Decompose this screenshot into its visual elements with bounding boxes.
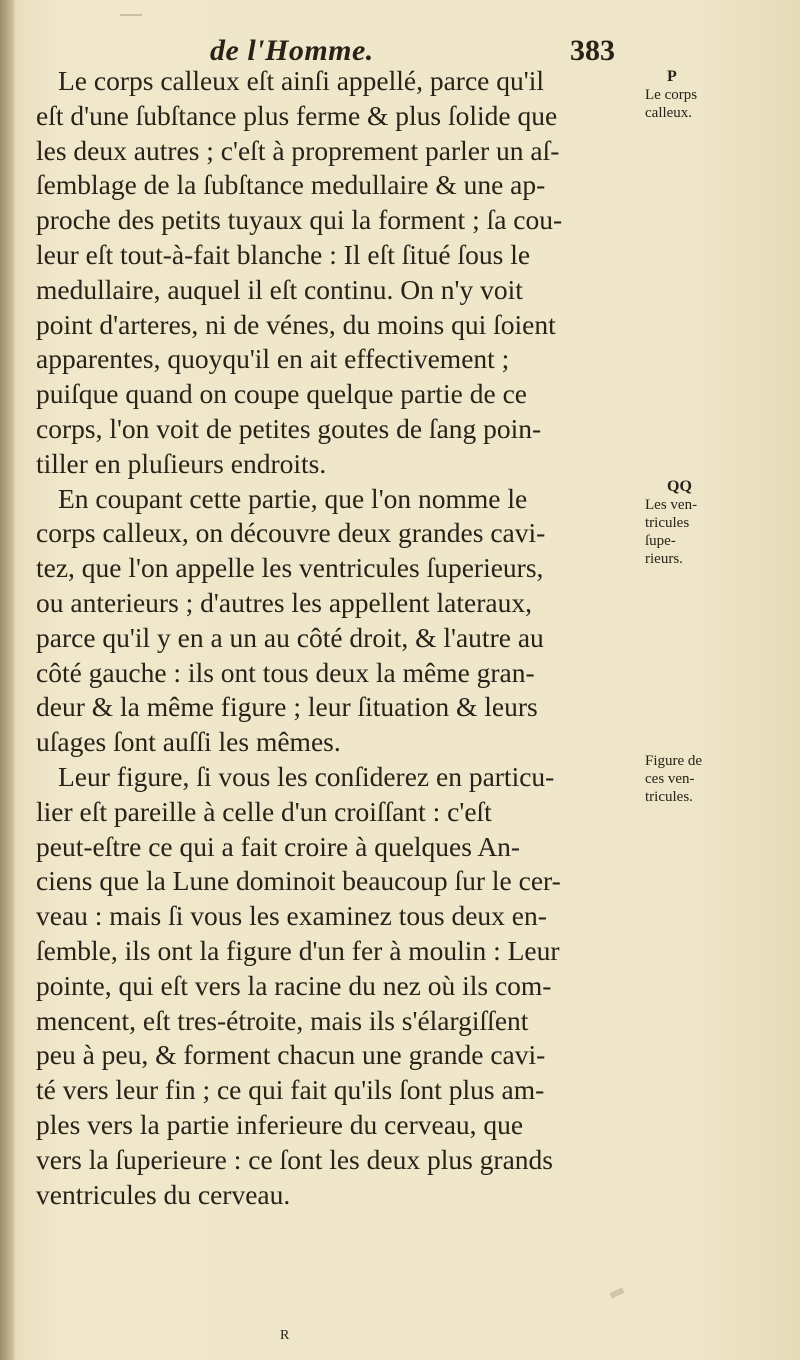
text-line: les deux autres ; c'eſt à proprement parler un aſ- bbox=[36, 134, 560, 166]
text-line: eſt d'une ſubſtance plus ferme & plus ſolide que bbox=[36, 99, 558, 131]
note-line: ſupe- bbox=[645, 533, 676, 549]
text-line: corps calleux, on découvre deux grandes cavi- bbox=[36, 517, 546, 549]
text-line: corps, l'on voit de petites goutes de ſang poin- bbox=[36, 412, 542, 444]
text-line: puiſque quand on coupe quelque partie de ce bbox=[36, 378, 527, 410]
text-line: té vers leur fin ; ce qui fait qu'ils ſont plus am- bbox=[36, 1074, 545, 1106]
signature-mark: R bbox=[280, 1328, 290, 1343]
running-title: de l'Homme. bbox=[210, 34, 374, 67]
note-marker: QQ bbox=[667, 478, 692, 495]
text-line: veau : mais ſi vous les examinez tous deux en- bbox=[36, 900, 547, 932]
text-line: parce qu'il y en a un au côté droit, & l'autre au bbox=[36, 621, 544, 653]
main-text bbox=[36, 64, 636, 1212]
text-line: proche des petits tuyaux qui la forment ; ſa cou- bbox=[36, 204, 563, 236]
note-line: Figure de bbox=[645, 753, 703, 769]
text-line: medullaire, auquel il eſt continu. On n'y voit bbox=[36, 273, 523, 305]
text-line: vers la ſuperieure : ce ſont les deux plus grands bbox=[36, 1143, 553, 1175]
paragraph bbox=[36, 64, 636, 482]
page-number: 383 bbox=[570, 34, 615, 67]
binding-gutter bbox=[0, 0, 14, 1360]
text-line: ples vers la partie inferieure du cerveau, que bbox=[36, 1108, 524, 1140]
text-line: deur & la même figure ; leur ſituation & leurs bbox=[36, 691, 538, 723]
note-line: tricules. bbox=[645, 789, 693, 805]
note-line: calleux. bbox=[645, 105, 693, 121]
text-line: peut-eſtre ce qui a fait croire à quelques An- bbox=[36, 830, 521, 862]
text-line: En coupant cette partie, que l'on nomme le bbox=[58, 482, 528, 514]
text-line: leur eſt tout-à-fait blanche : Il eſt ſitué ſous le bbox=[36, 238, 531, 270]
text-line: ou anterieurs ; d'autres les appellent lateraux, bbox=[36, 586, 532, 618]
margin-note bbox=[645, 68, 795, 122]
text-line: ſemblage de la ſubſtance medullaire & une ap- bbox=[36, 169, 546, 201]
text-line: tiller en pluſieurs endroits. bbox=[36, 447, 327, 479]
text-line: mencent, eſt tres-étroite, mais ils s'élargiſſent bbox=[36, 1004, 529, 1036]
note-line: Les ven- bbox=[645, 497, 698, 513]
note-marker: P bbox=[667, 68, 677, 85]
text-line: ciens que la Lune dominoit beaucoup ſur le cer- bbox=[36, 865, 561, 897]
text-line: pointe, qui eſt vers la racine du nez où ils com- bbox=[36, 969, 552, 1001]
note-line: ces ven- bbox=[645, 771, 695, 787]
text-line: apparentes, quoyqu'il en ait effectivement ; bbox=[36, 343, 510, 375]
text-line: tez, que l'on appelle les ventricules ſuperieurs, bbox=[36, 552, 544, 584]
text-line: ventricules du cerveau. bbox=[36, 1178, 291, 1210]
text-line: côté gauche : ils ont tous deux la même gran- bbox=[36, 656, 535, 688]
text-line: lier eſt pareille à celle d'un croiſſant : c'eſt bbox=[36, 795, 492, 827]
page-mark bbox=[120, 14, 142, 16]
text-line: point d'arteres, ni de vénes, du moins qui ſoient bbox=[36, 308, 556, 340]
note-line: tricules bbox=[645, 515, 690, 531]
text-line: Le corps calleux eſt ainſi appellé, parce qu'il bbox=[58, 65, 544, 96]
text-line: uſages ſont auſſi les mêmes. bbox=[36, 726, 341, 758]
note-line: rieurs. bbox=[645, 551, 683, 567]
paragraph bbox=[36, 482, 636, 760]
note-line: Le corps bbox=[645, 87, 698, 103]
page-mark bbox=[609, 1287, 624, 1298]
text-line: peu à peu, & forment chacun une grande cavi- bbox=[36, 1039, 546, 1071]
paragraph bbox=[36, 760, 636, 1212]
text-line: Leur figure, ſi vous les conſiderez en particu- bbox=[58, 760, 555, 792]
text-line: ſemble, ils ont la figure d'un fer à moulin : Leur bbox=[36, 934, 560, 966]
margin-note bbox=[645, 752, 795, 806]
margin-note bbox=[645, 478, 795, 568]
